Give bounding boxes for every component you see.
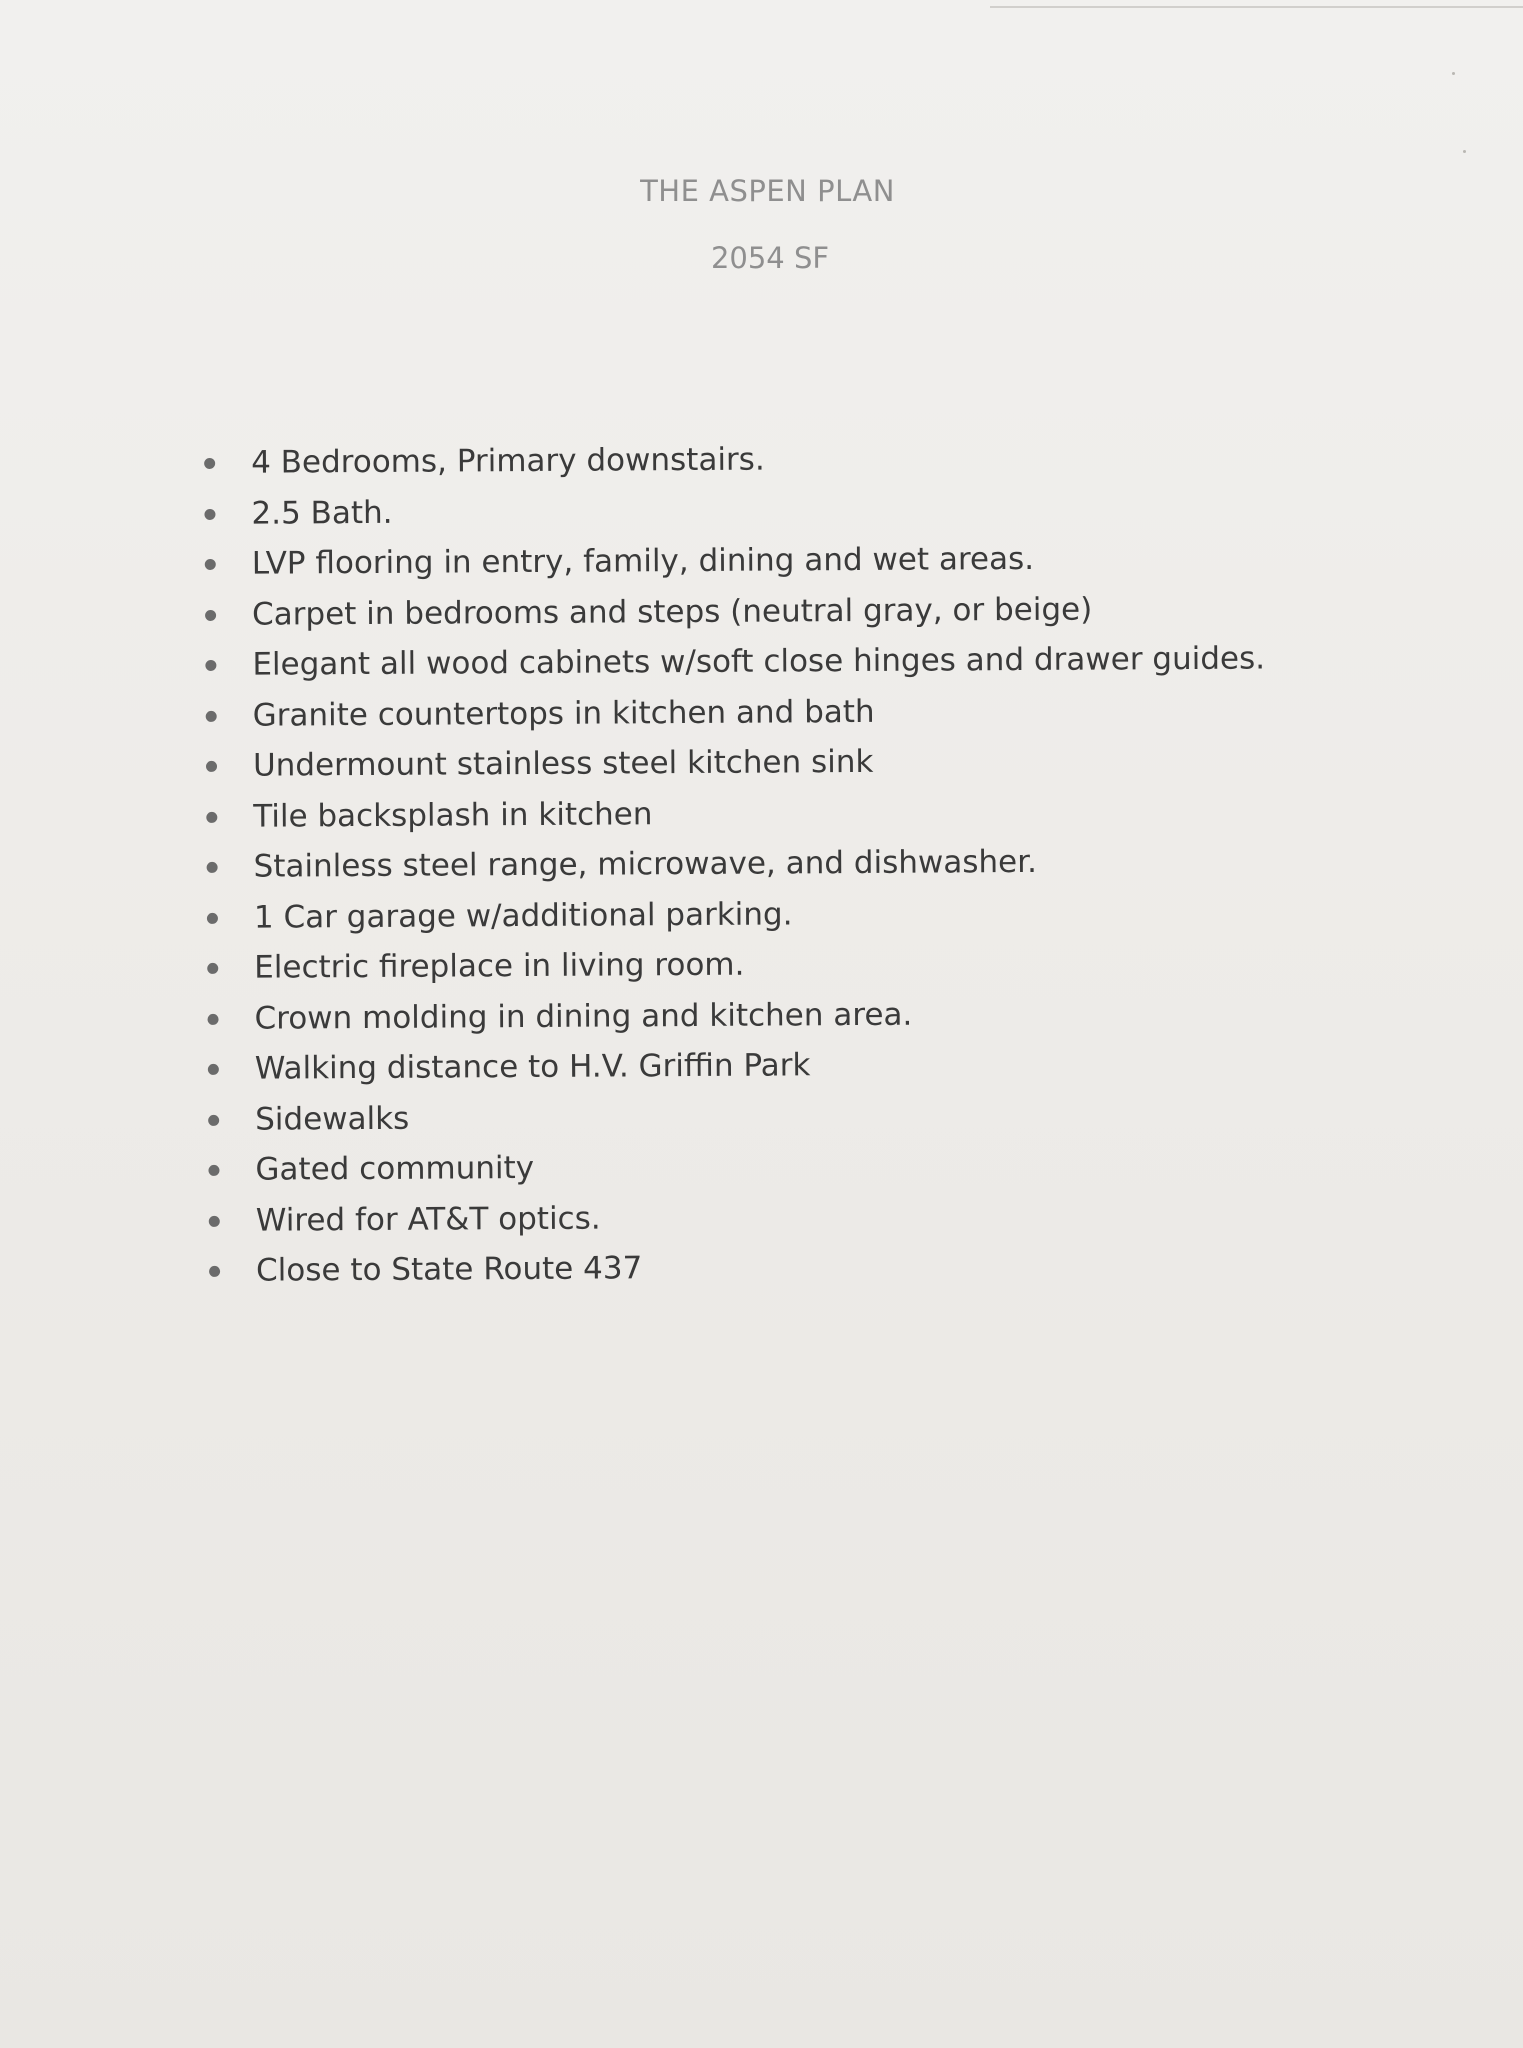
list-item-text: Stainless steel range, microwave, and dishwasher. — [253, 843, 1038, 885]
list-item — [205, 1189, 1269, 1246]
bullet-icon — [207, 912, 218, 923]
list-item-text: Elegant all wood cabinets w/soft close hinges and drawer guides. — [252, 640, 1266, 683]
list-item-text: Electric fireplace in living room. — [254, 946, 745, 986]
bullet-icon — [208, 1114, 219, 1125]
bullet-icon — [204, 458, 215, 469]
paper-edge — [990, 6, 1523, 8]
list-item — [202, 684, 1266, 741]
bullet-icon — [206, 811, 217, 822]
list-item-text: LVP flooring in entry, family, dining and wet areas. — [251, 540, 1035, 582]
list-item-text: 1 Car garage w/additional parking. — [253, 895, 793, 936]
list-item-text: 2.5 Bath. — [251, 494, 393, 532]
list-item-text: Walking distance to H.V. Griffin Park — [254, 1047, 811, 1087]
bullet-icon — [208, 1064, 219, 1075]
list-item-text: Sidewalks — [255, 1100, 410, 1138]
list-item — [204, 1138, 1268, 1195]
list-item — [201, 583, 1265, 640]
list-item-text: Wired for AT&T optics. — [255, 1200, 601, 1239]
list-item-text: Undermount stainless steel kitchen sink — [252, 743, 874, 784]
list-item-text: Gated community — [255, 1149, 535, 1188]
bullet-icon — [208, 1165, 219, 1176]
list-item-text: Granite countertops in kitchen and bath — [252, 693, 875, 734]
list-item — [200, 432, 1264, 489]
bullet-icon — [205, 559, 216, 570]
bullet-icon — [208, 1013, 219, 1024]
list-item — [203, 987, 1267, 1044]
list-item-text: Close to State Route 437 — [255, 1250, 643, 1289]
list-item — [204, 1088, 1268, 1145]
bullet-icon — [206, 710, 217, 721]
paper-speck — [1452, 72, 1455, 75]
list-item — [202, 734, 1266, 791]
list-item — [200, 482, 1264, 539]
list-item-text: 4 Bedrooms, Primary downstairs. — [251, 441, 765, 481]
list-item — [201, 633, 1265, 690]
bullet-icon — [207, 963, 218, 974]
bullet-icon — [204, 508, 215, 519]
bullet-icon — [205, 660, 216, 671]
list-item-text: Tile backsplash in kitchen — [253, 795, 653, 835]
list-item — [202, 785, 1266, 842]
list-item-text: Carpet in bedrooms and steps (neutral gray, or beige) — [251, 591, 1093, 633]
paper-speck — [1463, 150, 1466, 153]
bullet-icon — [209, 1266, 220, 1277]
list-item-text: Crown molding in dining and kitchen area. — [254, 996, 913, 1037]
page-title: THE ASPEN PLAN — [640, 174, 895, 208]
list-item — [201, 533, 1265, 590]
feature-list — [200, 432, 1269, 1297]
list-item — [203, 886, 1267, 943]
bullet-icon — [205, 609, 216, 620]
square-footage: 2054 SF — [710, 241, 830, 275]
bullet-icon — [207, 862, 218, 873]
bullet-icon — [209, 1215, 220, 1226]
list-item — [204, 1037, 1268, 1094]
list-item — [202, 835, 1266, 892]
list-item — [203, 936, 1267, 993]
list-item — [205, 1239, 1269, 1296]
bullet-icon — [206, 761, 217, 772]
